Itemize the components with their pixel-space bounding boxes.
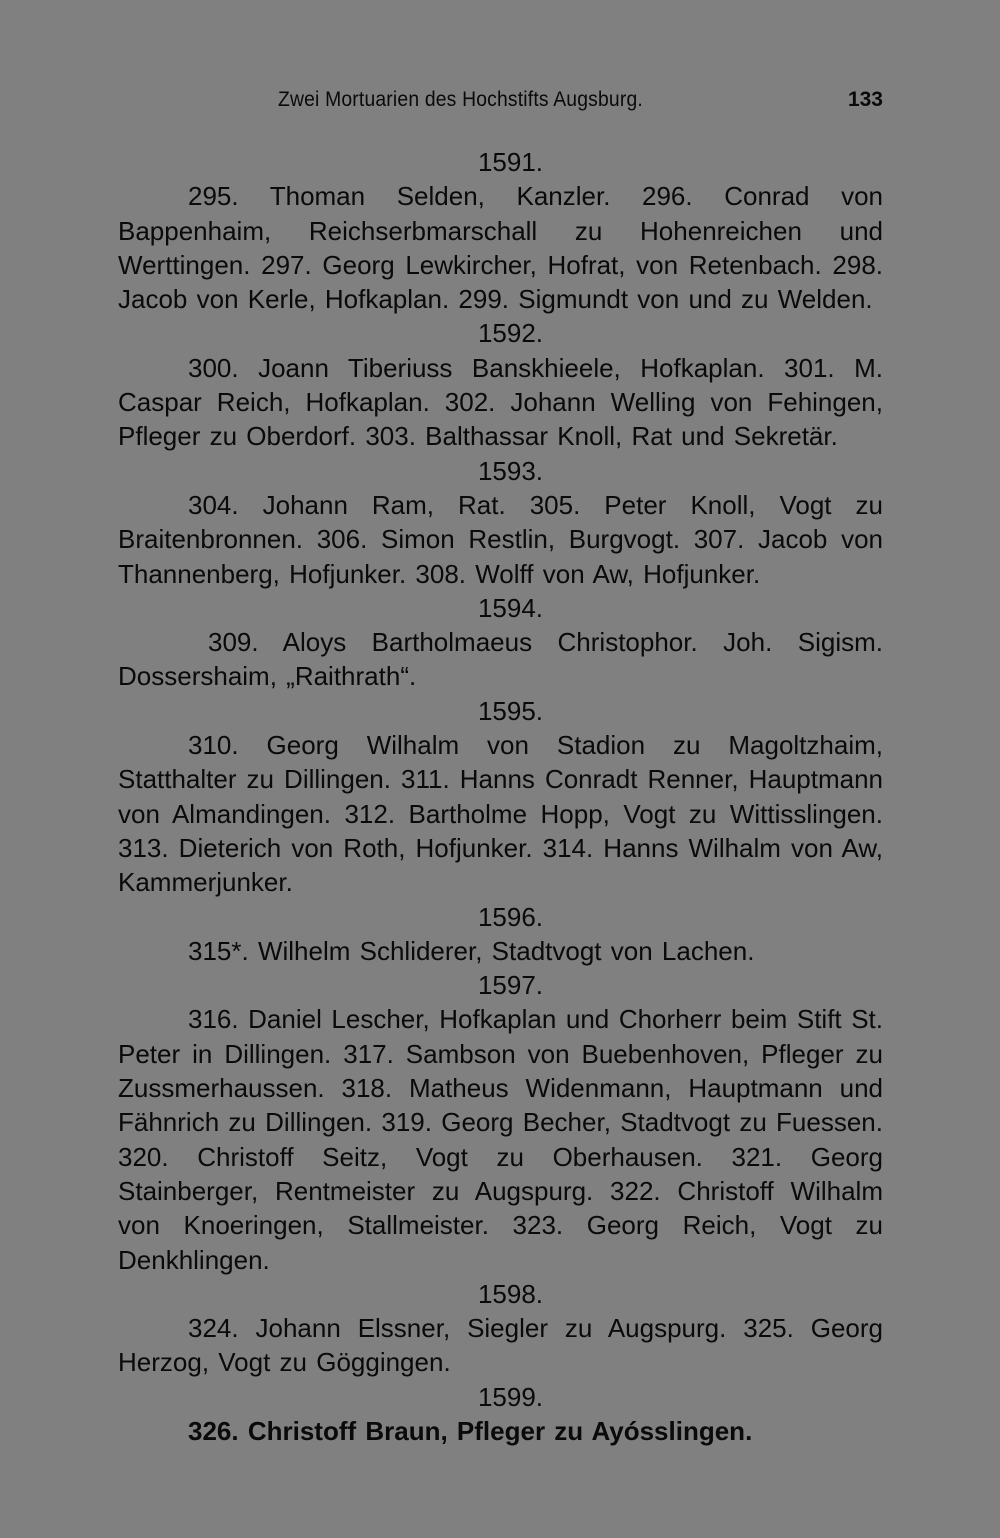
entries-1595: 310. Georg Wilhalm von Stadion zu Magoltzhaim, Statthalter zu Dillingen. 311. Hanns Conradt Renner, Hauptmann von Almandingen. 312. Bartholme Hopp, Vogt zu Wittisslingen. 313. Dieterich von Roth, Hofjunker. 314. Hanns Wilhalm von Aw, Kammerjunker. [118,730,883,898]
entries-1599: 326. Christoff Braun, Pfleger zu Ayósslingen. [188,1415,753,1446]
running-title: Zwei Mortuarien des Hochstifts Augsburg. [278,88,643,111]
year-heading-1593: 1593. [477,455,544,486]
page-body [118,145,883,1448]
year-heading-1599: 1599. [477,1381,544,1412]
year-heading-1594: 1594. [477,592,544,623]
entries-1591: 295. Thoman Selden, Kanzler. 296. Conrad von Bappenhaim, Reichserbmarschall zu Hohenreichen und Werttingen. 297. Georg Lewkircher, Hofrat, von Retenbach. 298. Jacob von Kerle, Hofkaplan. 299. Sigmundt von und zu Welden. [118,181,883,315]
entries-1594: 309. Aloys Bartholmaeus Christophor. Joh. Sigism. Dossershaim, „Raithrath“. [118,627,883,692]
year-heading-1592: 1592. [477,318,544,349]
year-heading-1598: 1598. [477,1278,544,1309]
year-heading-1597: 1597. [477,970,544,1001]
entries-1596: 315*. Wilhelm Schliderer, Stadtvogt von Lachen. [188,935,755,966]
year-heading-1591: 1591. [477,147,544,177]
year-heading-1596: 1596. [477,901,544,932]
entries-1592: 300. Joann Tiberiuss Banskhieele, Hofkaplan. 301. M. Caspar Reich, Hofkaplan. 302. Johann Welling von Fehingen, Pfleger zu Oberdorf. 303. Balthassar Knoll, Rat und Sekretär. [118,352,883,452]
year-heading-1595: 1595. [477,695,544,726]
page-header [118,88,883,118]
entries-1597: 316. Daniel Lescher, Hofkaplan und Chorherr beim Stift St. Peter in Dillingen. 317. Sambson von Buebenhoven, Pfleger zu Zussmerhaussen. 318. Matheus Widenmann, Hauptmann und Fähnrich zu Dillingen. 319. Georg Becher, Stadtvogt zu Fuessen. 320. Christoff Seitz, Vogt zu Oberhausen. 321. Georg Stainberger, Rentmeister zu Augspurg. 322. Christoff Wilhalm von Knoeringen, Stallmeister. 323. Georg Reich, Vogt zu Denkhlingen. [118,1004,883,1275]
entries-1598: 324. Johann Elssner, Siegler zu Augspurg. 325. Georg Herzog, Vogt zu Göggingen. [118,1313,883,1378]
page-number: 133 [847,88,883,111]
entries-1593: 304. Johann Ram, Rat. 305. Peter Knoll, Vogt zu Braitenbronnen. 306. Simon Restlin, Burgvogt. 307. Jacob von Thannenberg, Hofjunker. 308. Wolff von Aw, Hofjunker. [118,489,883,589]
